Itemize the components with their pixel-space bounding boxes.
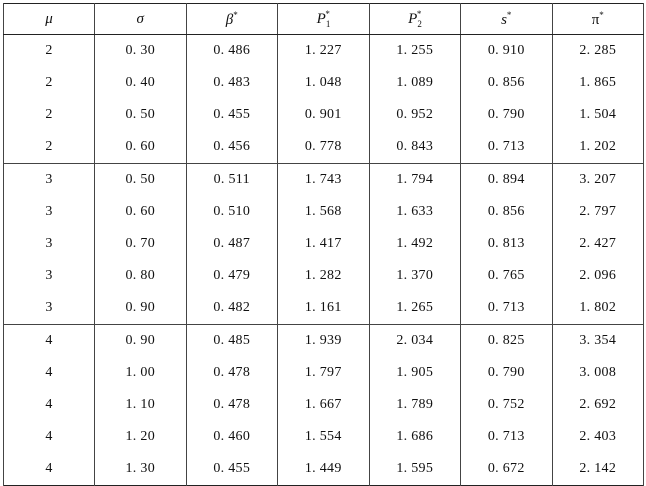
table-cell-beta-star: 0. 456 xyxy=(186,131,278,164)
table-cell-p2-star: 1. 089 xyxy=(369,67,461,99)
table-cell-p2-star: 2. 034 xyxy=(369,325,461,358)
table-cell-s-star: 0. 713 xyxy=(461,131,553,164)
table-cell-p1-star: 0. 778 xyxy=(278,131,370,164)
table-cell-p1-star: 1. 161 xyxy=(278,292,370,325)
column-header-superscript: * xyxy=(506,9,512,20)
table-cell-sigma: 0. 40 xyxy=(95,67,187,99)
table-cell-mu: 3 xyxy=(4,228,95,260)
table-cell-beta-star: 0. 510 xyxy=(186,196,278,228)
table-cell-beta-star: 0. 486 xyxy=(186,35,278,68)
table-cell-s-star: 0. 856 xyxy=(461,67,553,99)
table-cell-sigma: 0. 30 xyxy=(95,35,187,68)
table-cell-pi-star: 2. 427 xyxy=(552,228,644,260)
column-header-symbol: π xyxy=(591,11,600,28)
table-cell-s-star: 0. 752 xyxy=(461,389,553,421)
table-cell-s-star: 0. 672 xyxy=(461,453,553,486)
table-cell-beta-star: 0. 485 xyxy=(186,325,278,358)
column-header-superscript: * xyxy=(599,9,604,20)
table-cell-mu: 4 xyxy=(4,325,95,358)
table-cell-s-star: 0. 825 xyxy=(461,325,553,358)
data-table xyxy=(3,3,644,486)
table-cell-sigma: 0. 80 xyxy=(95,260,187,292)
table-cell-p2-star: 1. 789 xyxy=(369,389,461,421)
table-row xyxy=(4,196,644,228)
table-cell-pi-star: 3. 008 xyxy=(552,357,644,389)
table-row xyxy=(4,292,644,325)
table-cell-mu: 4 xyxy=(4,453,95,486)
table-cell-sigma: 1. 00 xyxy=(95,357,187,389)
table-row xyxy=(4,35,644,68)
table-cell-pi-star: 2. 096 xyxy=(552,260,644,292)
table-cell-beta-star: 0. 487 xyxy=(186,228,278,260)
table-cell-p2-star: 0. 952 xyxy=(369,99,461,131)
table-cell-p2-star: 1. 633 xyxy=(369,196,461,228)
table-cell-p1-star: 1. 227 xyxy=(278,35,370,68)
table-cell-mu: 3 xyxy=(4,260,95,292)
table-cell-sigma: 0. 90 xyxy=(95,292,187,325)
table-header xyxy=(4,4,644,35)
table-cell-sigma: 1. 30 xyxy=(95,453,187,486)
column-header-symbol: μ xyxy=(45,10,53,27)
table-cell-p1-star: 1. 282 xyxy=(278,260,370,292)
table-cell-beta-star: 0. 478 xyxy=(186,357,278,389)
table-cell-p1-star: 1. 939 xyxy=(278,325,370,358)
table-cell-beta-star: 0. 482 xyxy=(186,292,278,325)
table-cell-sigma: 0. 60 xyxy=(95,196,187,228)
table-row xyxy=(4,131,644,164)
table-cell-pi-star: 1. 202 xyxy=(552,131,644,164)
table-cell-mu: 3 xyxy=(4,164,95,197)
column-header-s-star xyxy=(461,4,553,35)
column-header-superscript: * xyxy=(416,9,422,19)
table-row xyxy=(4,164,644,197)
table-cell-beta-star: 0. 478 xyxy=(186,389,278,421)
header-row xyxy=(4,4,644,35)
table-cell-beta-star: 0. 511 xyxy=(186,164,278,197)
table-cell-sigma: 1. 20 xyxy=(95,421,187,453)
table-cell-beta-star: 0. 479 xyxy=(186,260,278,292)
table-row xyxy=(4,67,644,99)
column-header-symbol: P xyxy=(408,11,418,27)
table-row xyxy=(4,228,644,260)
table-cell-beta-star: 0. 483 xyxy=(186,67,278,99)
table-cell-pi-star: 1. 504 xyxy=(552,99,644,131)
table-cell-pi-star: 1. 865 xyxy=(552,67,644,99)
table-cell-s-star: 0. 713 xyxy=(461,421,553,453)
table-cell-p1-star: 1. 554 xyxy=(278,421,370,453)
table-cell-s-star: 0. 910 xyxy=(461,35,553,68)
table-cell-pi-star: 2. 403 xyxy=(552,421,644,453)
table-cell-s-star: 0. 894 xyxy=(461,164,553,197)
table-row xyxy=(4,99,644,131)
table-cell-p1-star: 1. 449 xyxy=(278,453,370,486)
table-cell-s-star: 0. 856 xyxy=(461,196,553,228)
table-cell-beta-star: 0. 455 xyxy=(186,453,278,486)
table-cell-s-star: 0. 765 xyxy=(461,260,553,292)
table-body xyxy=(4,35,644,486)
table-cell-p1-star: 1. 797 xyxy=(278,357,370,389)
table-cell-pi-star: 3. 354 xyxy=(552,325,644,358)
column-header-superscript: * xyxy=(325,9,330,19)
table-cell-p2-star: 1. 492 xyxy=(369,228,461,260)
table-cell-mu: 2 xyxy=(4,99,95,131)
table-cell-mu: 3 xyxy=(4,196,95,228)
table-cell-p2-star: 1. 370 xyxy=(369,260,461,292)
table-cell-sigma: 1. 10 xyxy=(95,389,187,421)
table-cell-p2-star: 1. 255 xyxy=(369,35,461,68)
table-row xyxy=(4,453,644,486)
table-cell-mu: 2 xyxy=(4,35,95,68)
table-cell-sigma: 0. 60 xyxy=(95,131,187,164)
table-cell-mu: 4 xyxy=(4,357,95,389)
column-header-symbol: σ xyxy=(136,10,144,27)
column-header-beta-star xyxy=(186,4,278,35)
column-header-p1-star xyxy=(278,4,370,35)
table-cell-p1-star: 0. 901 xyxy=(278,99,370,131)
table-cell-mu: 4 xyxy=(4,421,95,453)
column-header-symbol: P xyxy=(316,11,326,27)
table-cell-beta-star: 0. 455 xyxy=(186,99,278,131)
column-header-mu xyxy=(4,4,95,35)
table-cell-p1-star: 1. 048 xyxy=(278,67,370,99)
column-header-symbol: s xyxy=(501,11,507,28)
table-cell-p2-star: 1. 595 xyxy=(369,453,461,486)
table-cell-sigma: 0. 70 xyxy=(95,228,187,260)
column-header-symbol: β xyxy=(225,11,234,28)
table-cell-p1-star: 1. 417 xyxy=(278,228,370,260)
table-cell-pi-star: 2. 285 xyxy=(552,35,644,68)
table-cell-sigma: 0. 50 xyxy=(95,164,187,197)
table-cell-p2-star: 1. 265 xyxy=(369,292,461,325)
table-cell-p2-star: 1. 905 xyxy=(369,357,461,389)
column-header-p2-star xyxy=(369,4,461,35)
column-header-superscript: * xyxy=(233,9,238,20)
column-header-subscript: 2 xyxy=(417,19,422,29)
table-cell-pi-star: 2. 692 xyxy=(552,389,644,421)
table-cell-mu: 2 xyxy=(4,67,95,99)
table-cell-mu: 3 xyxy=(4,292,95,325)
table-cell-mu: 2 xyxy=(4,131,95,164)
column-header-subscript: 1 xyxy=(325,19,331,29)
table-cell-p2-star: 1. 686 xyxy=(369,421,461,453)
table-row xyxy=(4,389,644,421)
table-cell-p1-star: 1. 667 xyxy=(278,389,370,421)
table-cell-s-star: 0. 790 xyxy=(461,99,553,131)
table-cell-beta-star: 0. 460 xyxy=(186,421,278,453)
table-row xyxy=(4,357,644,389)
table-cell-p2-star: 0. 843 xyxy=(369,131,461,164)
column-header-pi-star xyxy=(552,4,644,35)
table-cell-s-star: 0. 813 xyxy=(461,228,553,260)
table-cell-p1-star: 1. 568 xyxy=(278,196,370,228)
table-row xyxy=(4,325,644,358)
table-cell-pi-star: 2. 797 xyxy=(552,196,644,228)
table-cell-pi-star: 3. 207 xyxy=(552,164,644,197)
table-cell-p1-star: 1. 743 xyxy=(278,164,370,197)
table-cell-s-star: 0. 713 xyxy=(461,292,553,325)
table-cell-sigma: 0. 50 xyxy=(95,99,187,131)
table-cell-p2-star: 1. 794 xyxy=(369,164,461,197)
table-cell-sigma: 0. 90 xyxy=(95,325,187,358)
column-header-sigma xyxy=(95,4,187,35)
table-cell-pi-star: 1. 802 xyxy=(552,292,644,325)
table-cell-mu: 4 xyxy=(4,389,95,421)
table-row xyxy=(4,260,644,292)
table-cell-pi-star: 2. 142 xyxy=(552,453,644,486)
table-row xyxy=(4,421,644,453)
table-cell-s-star: 0. 790 xyxy=(461,357,553,389)
